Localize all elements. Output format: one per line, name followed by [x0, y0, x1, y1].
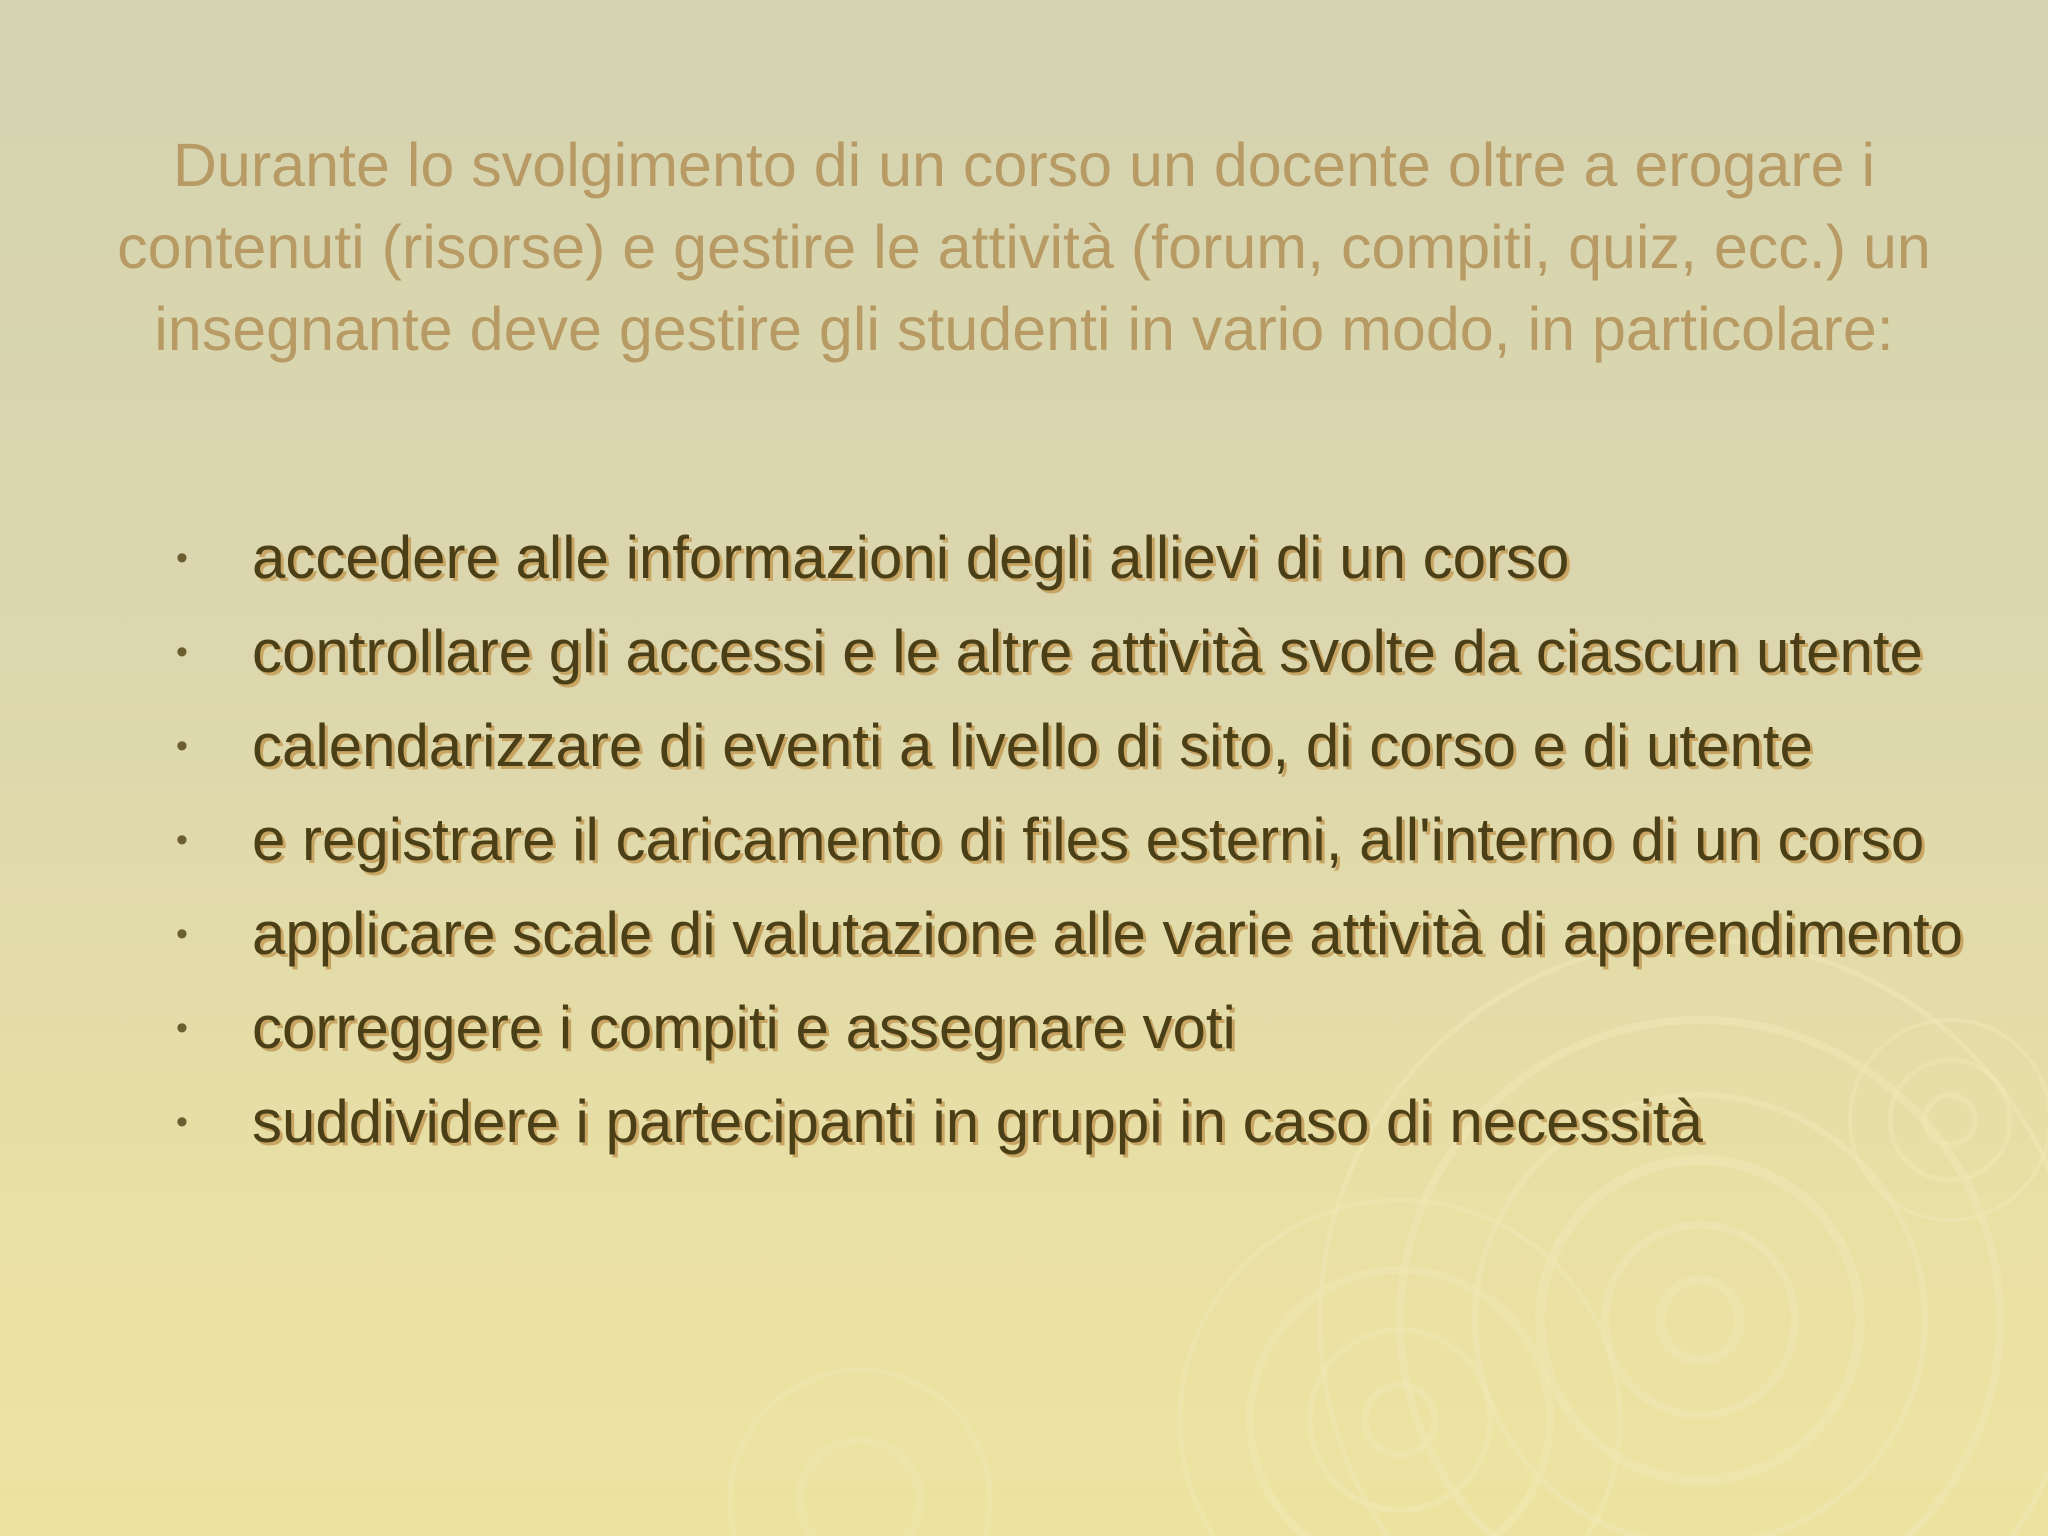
bullet-text: controllare gli accessi e le altre attività svolte da ciascun utente [252, 618, 1923, 685]
bullet-icon: • [176, 821, 188, 859]
bullet-icon: • [176, 1103, 188, 1141]
bullet-text: correggere i compiti e assegnare voti [252, 994, 1236, 1061]
list-item [172, 990, 1992, 1066]
bullet-icon: • [176, 1009, 188, 1047]
bullet-icon: • [176, 915, 188, 953]
bullet-icon: • [176, 633, 188, 671]
bullet-text: calendarizzare di eventi a livello di sito, di corso e di utente [252, 712, 1813, 779]
bullet-icon: • [176, 539, 188, 577]
list-item [172, 896, 1992, 972]
list-item [172, 520, 1992, 596]
bullet-text: accedere alle informazioni degli allievi di un corso [252, 524, 1570, 591]
list-item [172, 614, 1992, 690]
list-item [172, 708, 1992, 784]
bullet-text: applicare scale di valutazione alle varie attività di apprendimento [252, 900, 1963, 967]
intro-text: Durante lo svolgimento di un corso un docente oltre a erogare i contenuti (risorse) e gestire le attività (forum, compiti, quiz, ecc.) un insegnante deve gestire gli studenti in vario modo, in particolare: [117, 131, 1931, 363]
list-item [172, 1084, 1992, 1160]
bullet-icon: • [176, 727, 188, 765]
bullet-text: e registrare il caricamento di files esterni, all'interno di un corso [252, 806, 1925, 873]
list-item [172, 802, 1992, 878]
bullet-list [172, 520, 1992, 1178]
bullet-text: suddividere i partecipanti in gruppi in caso di necessità [252, 1088, 1703, 1155]
